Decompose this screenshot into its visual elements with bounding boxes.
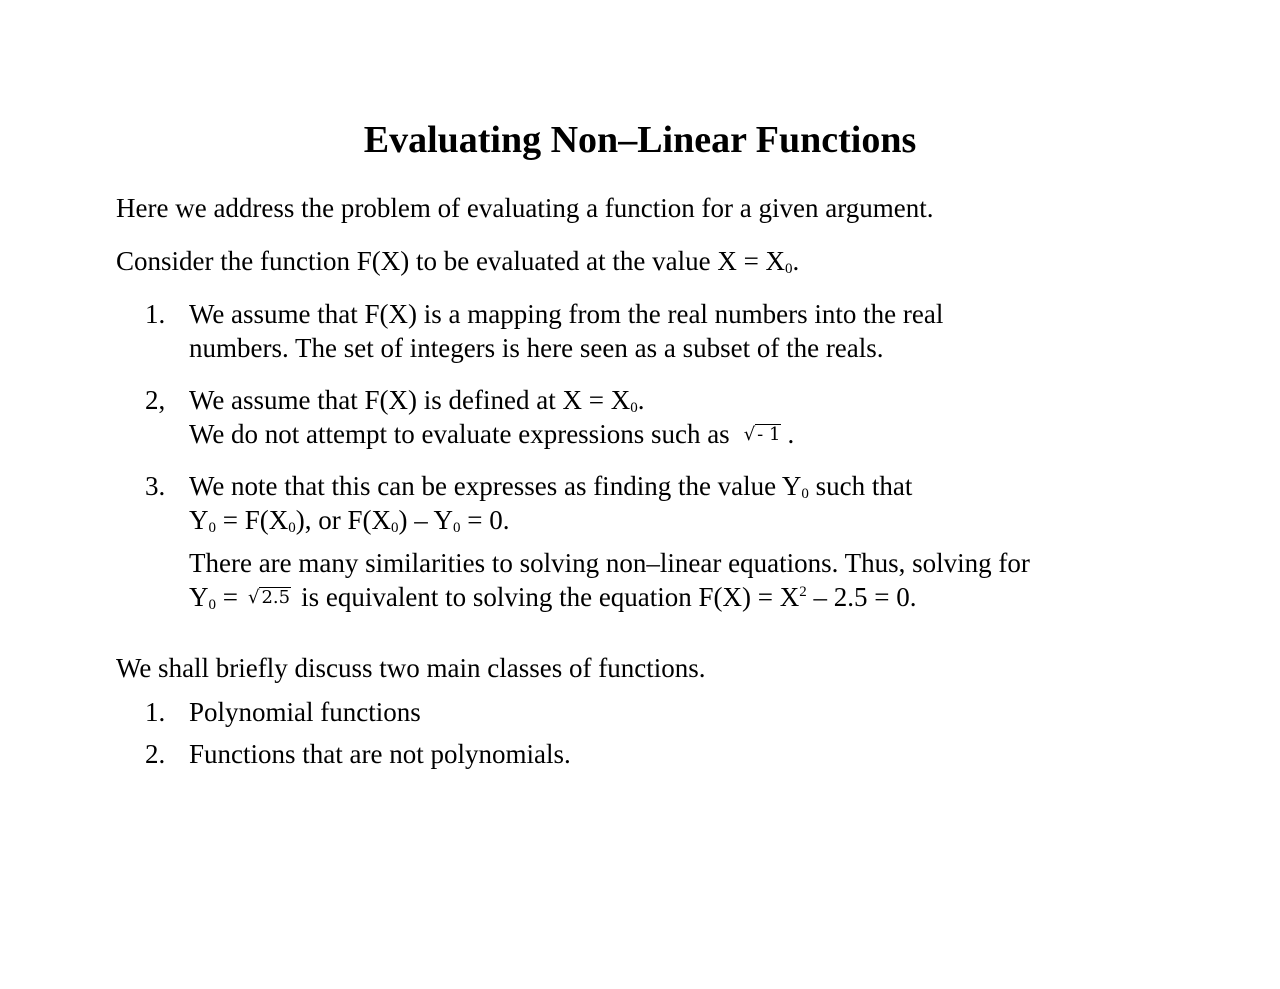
classes-item-1-number: 1.: [145, 697, 166, 727]
list-item-3-number: 3.: [145, 471, 166, 501]
text-segment: is equivalent to solving the equation F(X) = X: [301, 582, 800, 612]
subscript: 0: [630, 400, 638, 416]
text-segment: = F(X: [216, 505, 289, 535]
list-item-3-paragraph-line-1: There are many similarities to solving non–linear equations. Thus, solving for: [189, 548, 1030, 578]
text-segment: Y: [189, 505, 209, 535]
square-root-icon: √: [247, 587, 260, 608]
subscript: 0: [801, 486, 809, 502]
text-segment: ) – Y: [398, 505, 453, 535]
text-segment: Y: [189, 582, 209, 612]
list-item-3-paragraph-line-2: [189, 580, 917, 615]
list-item-2-line-1: [189, 383, 644, 417]
list-item-2-line-2-text: We do not attempt to evaluate expressions such as: [189, 419, 730, 449]
classes-item-1-label: Polynomial functions: [189, 697, 421, 727]
subscript: 0: [452, 520, 461, 536]
radical-expression: [744, 418, 782, 452]
intro-line-2-end: .: [792, 246, 800, 276]
text-segment: – 2.5 = 0.: [806, 582, 917, 612]
radical-expression: [248, 581, 291, 615]
radicand: 2.5: [261, 587, 291, 608]
subscript: 0: [208, 597, 216, 613]
list-item-2-line-2: [189, 417, 794, 452]
subscript: 0: [390, 520, 399, 536]
list-item-2-number: 2,: [145, 385, 166, 415]
list-item-3-line-1-end: such that: [808, 471, 913, 501]
list-item-3-line-1-text: We note that this can be expresses as finding the value Y: [189, 471, 802, 501]
list-item-3-line-2: [189, 503, 509, 537]
list-item-2-line-1-end: .: [637, 385, 645, 415]
radicand: - 1: [757, 424, 781, 445]
square-root-icon: √: [743, 424, 756, 445]
superscript: 2: [799, 584, 807, 600]
subscript: 0: [208, 520, 216, 536]
list-item-2-line-1-text: We assume that F(X) is defined at X = X: [189, 385, 631, 415]
classes-item-2-label: Functions that are not polynomials.: [189, 739, 571, 769]
subscript: 0: [785, 261, 793, 277]
list-item-1-line-1: We assume that F(X) is a mapping from the real numbers into the real: [189, 299, 944, 329]
intro-line-1: Here we address the problem of evaluating a function for a given argument.: [116, 193, 934, 223]
subscript: 0: [288, 520, 296, 536]
list-item-2-line-2-end: .: [787, 419, 795, 449]
text-segment: = 0.: [460, 505, 510, 535]
list-item-3-line-1: [189, 469, 912, 503]
intro-line-2-text: Consider the function F(X) to be evaluated at the value X = X: [116, 246, 786, 276]
intro-line-2: [116, 244, 799, 278]
text-segment: =: [216, 582, 238, 612]
list-item-1-number: 1.: [145, 299, 166, 329]
classes-heading: We shall briefly discuss two main classes of functions.: [116, 653, 706, 683]
page-title: Evaluating Non–Linear Functions: [363, 119, 917, 161]
classes-item-2-number: 2.: [145, 739, 166, 769]
text-segment: ), or F(X: [295, 505, 391, 535]
list-item-1-line-2: numbers. The set of integers is here seen as a subset of the reals.: [189, 333, 884, 363]
